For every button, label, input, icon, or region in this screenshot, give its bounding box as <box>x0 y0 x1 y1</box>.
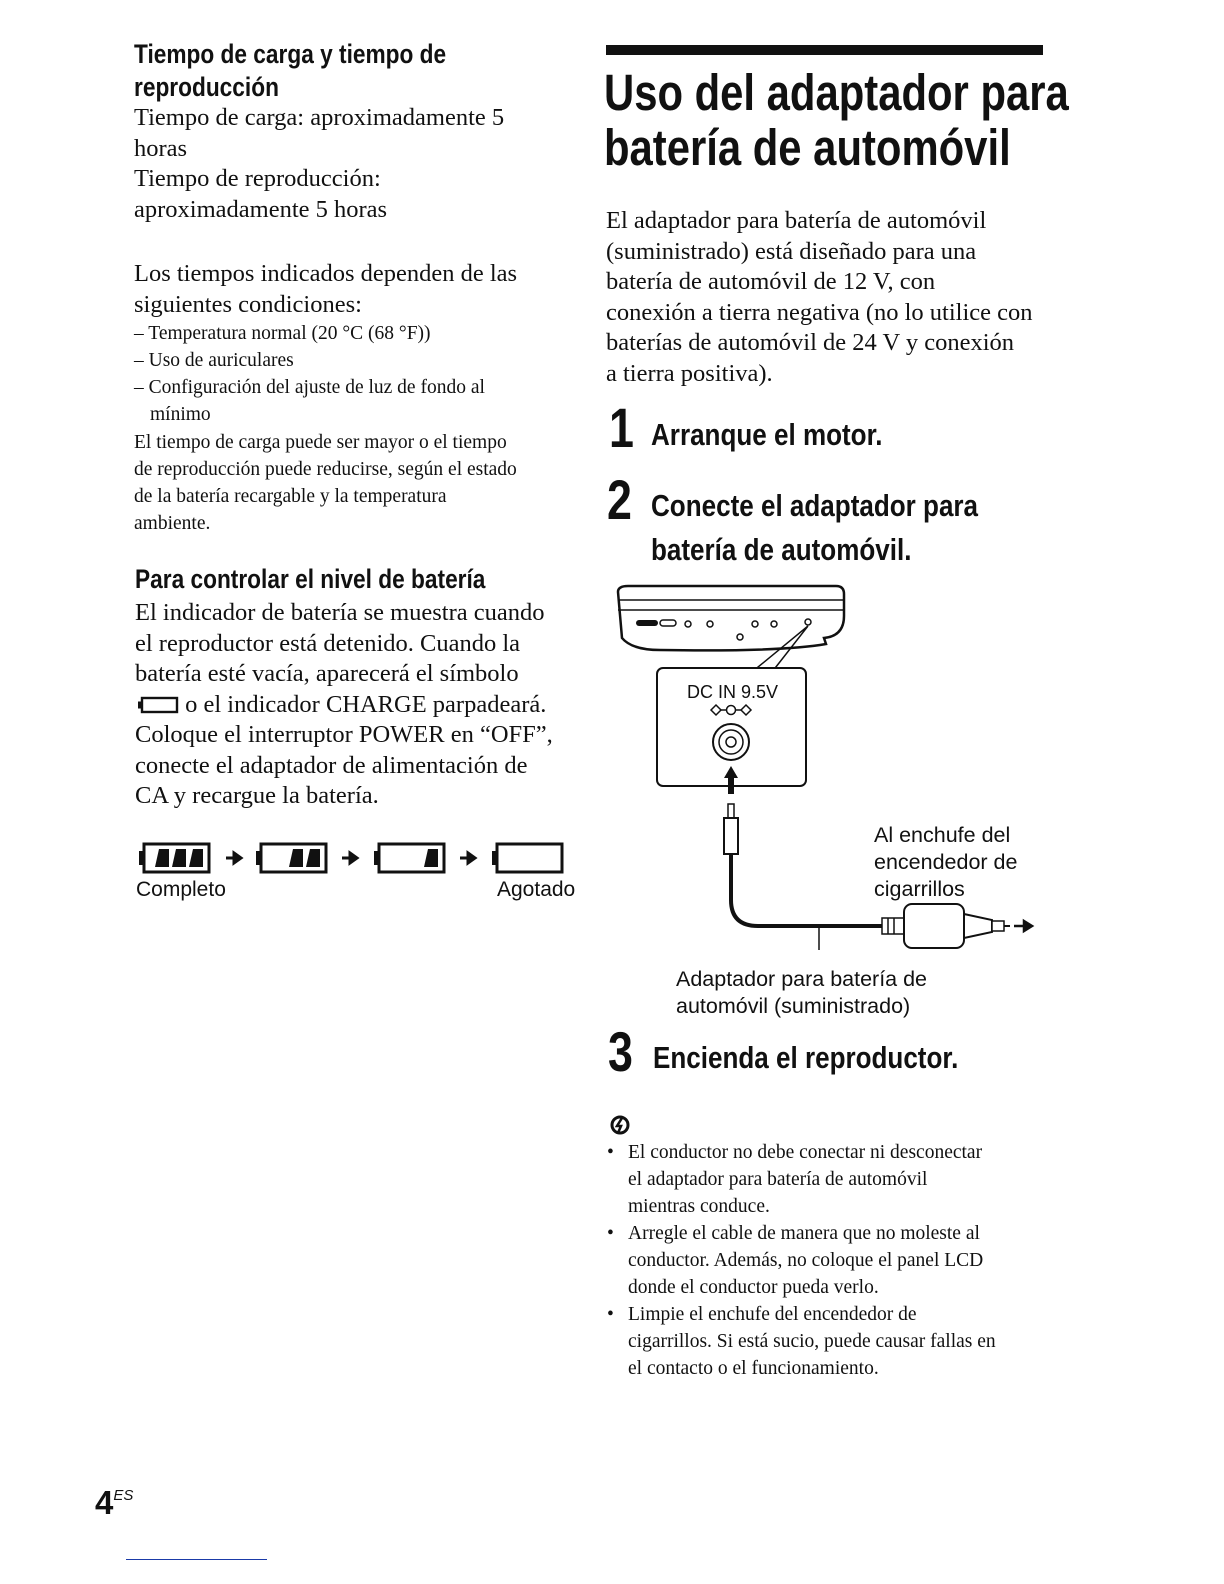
adapter-label-line: automóvil (suministrado) <box>676 994 911 1018</box>
cigarette-lighter-label-line: cigarrillos <box>874 877 965 901</box>
step-2-line: batería de automóvil. <box>651 532 912 567</box>
note-line: El tiempo de carga puede ser mayor o el tiempo <box>134 432 507 453</box>
step-1-number: 1 <box>609 396 634 459</box>
battery-line: CA y recargue la batería. <box>135 782 379 809</box>
intro-line: batería de automóvil de 12 V, con <box>606 268 936 295</box>
battery-text <box>135 598 580 812</box>
page-title-line-1: Uso del adaptador para <box>604 64 1069 121</box>
caution-list <box>607 1139 1052 1382</box>
arrow-icon <box>460 853 475 863</box>
step-2-number: 2 <box>607 468 632 531</box>
dc-plug <box>724 804 738 854</box>
battery-segment <box>189 849 203 867</box>
caution-icon <box>610 1115 630 1135</box>
battery-segment <box>306 849 320 867</box>
conditions-intro-line: Los tiempos indicados dependen de las <box>134 260 518 287</box>
caution-line: mientras conduce. <box>628 1196 770 1217</box>
charge-heading-line-1: Tiempo de carga y tiempo de <box>134 39 447 69</box>
battery-line-with-icon <box>135 690 580 721</box>
conditions-intro-line: siguientes condiciones: <box>134 290 362 318</box>
condition-item: – Uso de auriculares <box>134 350 294 371</box>
conditions-intro <box>134 259 574 320</box>
step-1-text: Arranque el motor. <box>651 417 883 452</box>
intro-line: baterías de automóvil de 24 V y conexión <box>606 329 1015 356</box>
car-adapter-plug <box>882 904 1010 948</box>
note-line: ambiente. <box>134 513 211 534</box>
caution-item <box>607 1301 1052 1382</box>
condition-item: – Configuración del ajuste de luz de fondo al mínimo <box>134 377 485 425</box>
footer-rule <box>126 1559 267 1560</box>
caution-item <box>607 1139 1052 1220</box>
intro-paragraph <box>606 206 1051 389</box>
jack-label: DC IN 9.5V <box>687 682 779 702</box>
page-number-value: 4 <box>95 1484 114 1521</box>
conditions-note <box>134 429 574 537</box>
caution-line: • El conductor no debe conectar ni desconectar <box>628 1142 983 1163</box>
page-number-suffix: ES <box>113 1487 134 1504</box>
empty-battery-icon <box>135 695 179 715</box>
play-time-line: aproximadamente 5 horas <box>134 195 388 223</box>
step-3-number: 3 <box>608 1020 633 1083</box>
battery-icon <box>492 844 562 872</box>
battery-icon <box>256 844 326 872</box>
caution-line: el adaptador para batería de automóvil <box>628 1169 928 1190</box>
page-number <box>95 1484 133 1522</box>
label-full: Completo <box>136 878 226 901</box>
charge-time-line: Tiempo de carga: aproximadamente 5 <box>134 104 505 131</box>
charge-time-line: horas <box>134 134 188 162</box>
cigarette-lighter-label-line: encendedor de <box>874 850 1018 874</box>
battery-outline <box>497 844 562 872</box>
portable-player-illustration <box>618 586 844 650</box>
intro-line: (suministrado) está diseñado para una <box>606 237 977 265</box>
note-line: de reproducción puede reducirse, según el estado <box>134 459 517 480</box>
arrow-icon <box>342 853 357 863</box>
adapter-label-line: Adaptador para batería de <box>676 967 928 991</box>
battery-segment <box>289 849 303 867</box>
step-2-text <box>651 484 1040 572</box>
battery-segment <box>172 849 186 867</box>
battery-line: Coloque el interruptor POWER en “OFF”, <box>135 721 553 748</box>
charge-section <box>134 38 574 225</box>
battery-segment <box>155 849 169 867</box>
battery-line: conecte el adaptador de alimentación de <box>135 751 528 779</box>
title-rule <box>606 45 1043 55</box>
caution-line: conductor. Además, no coloque el panel LCD <box>628 1250 984 1271</box>
battery-line: el reproductor está detenido. Cuando la <box>135 629 521 657</box>
cigarette-lighter-label <box>874 822 1017 903</box>
adapter-cable <box>731 854 890 926</box>
caution-line: donde el conductor pueda verlo. <box>628 1277 879 1298</box>
label-empty: Agotado <box>497 878 576 901</box>
intro-line: El adaptador para batería de automóvil <box>606 207 987 234</box>
cigarette-lighter-label-line: Al enchufe del <box>874 823 1011 847</box>
battery-heading: Para controlar el nivel de batería <box>135 564 486 594</box>
note-line: de la batería recargable y la temperatura <box>134 486 447 507</box>
battery-level-sequence <box>135 838 580 880</box>
battery-icon <box>374 844 444 872</box>
caution-line: cigarrillos. Si está sucio, puede causar fallas en <box>628 1331 996 1352</box>
battery-line: batería esté vacía, aparecerá el símbolo <box>135 660 519 687</box>
battery-line-text: o el indicador CHARGE parpadeará. <box>185 690 547 718</box>
caution-line: el contacto o el funcionamiento. <box>628 1358 879 1379</box>
arrow-icon <box>226 853 241 863</box>
condition-item: – Temperatura normal (20 °C (68 °F)) <box>134 323 431 344</box>
battery-segment <box>424 849 438 867</box>
caution-item <box>607 1220 1052 1301</box>
plug-direction-arrow-icon <box>1014 921 1032 931</box>
caution-line: • Limpie el enchufe del encendedor de <box>628 1304 917 1325</box>
page-title-line-2: batería de automóvil <box>604 119 1011 176</box>
battery-icon <box>139 844 209 872</box>
intro-line: a tierra positiva). <box>606 359 773 387</box>
play-time-line: Tiempo de reproducción: <box>134 165 381 192</box>
adapter-label <box>676 966 927 1020</box>
page-title <box>604 66 1171 174</box>
conditions-list <box>134 320 559 428</box>
battery-line: El indicador de batería se muestra cuando <box>135 599 545 626</box>
step-2-line: Conecte el adaptador para <box>651 488 979 523</box>
caution-line: • Arregle el cable de manera que no moleste al <box>628 1223 980 1244</box>
charge-heading-line-2: reproducción <box>134 72 279 102</box>
intro-line: conexión a tierra negativa (no lo utilice con <box>606 298 1033 326</box>
step-3-text: Encienda el reproductor. <box>653 1040 959 1075</box>
